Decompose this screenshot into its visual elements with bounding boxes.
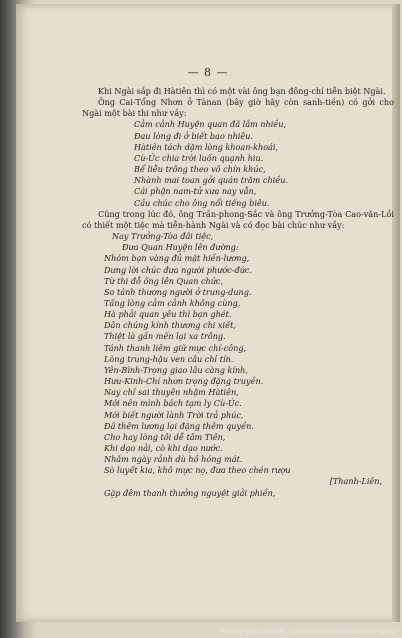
paragraph-1: Khi Ngài sắp đi Hàtiên thì có một vài ông bạn đông-chí tiễn biệt Ngài. [98, 86, 386, 96]
poem-2-line: Cho hay lòng tôi dễ tâm Tiên, [104, 431, 226, 442]
poem-1-line: Cảm cảnh Huyện quan đã lắm nhiều, [134, 119, 287, 130]
paragraph-2: Ông Cai-Tổng Nhơn ở Tànan (bây giờ hãy còn sanh-tiền) có gởi cho Ngài một bài thi như vầy: [82, 97, 394, 119]
poem-2-line: Dưng lời chúc đưa người phước-đức. [104, 264, 253, 275]
poem-2-line: Nhắm ngày rảnh dù hồ hóng mát. [104, 454, 243, 465]
source-credit: Source gallica.bnf.fr / Bibliothèque nationale de France [220, 628, 396, 636]
poem-2-line: Dân chúng kính thương chi xiết, [104, 320, 236, 331]
poem-1-line: Cầu chúc cho ông nổi tiếng biêu. [134, 197, 270, 208]
book-page [16, 4, 400, 622]
poem-2-line: Hà phải quan yêu thì bạn ghét. [104, 309, 232, 320]
poem-2-line: Khi dạo nải, cò khi dạo nước. [104, 443, 223, 453]
poem-2-line: Mới biết người lành Trời trả phúc, [104, 409, 244, 420]
poem-1-line: Nhành mai toan gởi quán trăm chiều. [134, 175, 289, 186]
poem-2-line: Yên-Bình-Trọng giao lâu càng kính, [104, 364, 248, 375]
poem-2-last-line: Gặp đêm thanh thưởng nguyệt giải phiền, [104, 487, 276, 498]
poem-1-line: Cái phận nam-tử xưa nay vẫn, [134, 186, 257, 197]
poem-1-line: Bể liễu trông theo vô chín khúc, [134, 164, 266, 175]
poem-2-line: Tấng lòng cảm cảnh không cùng, [104, 297, 241, 308]
poem-1-line: Đau lòng đi ở biết bao nhiêu. [134, 130, 253, 141]
page-text [82, 86, 394, 499]
poem-2-line: Tánh thanh liêm giữ mực chí-công, [104, 342, 247, 353]
poem-2-line: Sò luyết kia, khô mực nọ, đưa theo chén rượu [104, 465, 291, 476]
poem-2-line: Nay chỉ sai thuyên nhậm Hàtiên, [104, 387, 239, 398]
poem-2-line: Mới nên mình bách tạm ly Cù-Úc. [104, 398, 242, 409]
poem-2-line: Từ thi đỗ ông lên Quan chức, [104, 275, 224, 286]
poem-2-heading-line: Đưa Quan Huyện lên đường: [122, 242, 239, 253]
poem-1-line: Cù-Úc chia trời luốn quạnh hiu. [134, 152, 264, 163]
poem-2-continuation: [Thanh-Liên, [329, 476, 382, 487]
poem-2-line: Nhóm bạn vàng đủ mặt hiền-lương, [104, 253, 250, 264]
poem-2-heading-line: Nay Trưởng-Tòa đãi tiệc, [112, 231, 214, 242]
poem-1-line: Hàtiên tách dặm lòng khoan-khoái, [134, 141, 279, 152]
poem-2-line: Đã thêm lương lại đặng thêm quyền. [104, 420, 254, 431]
poem-2-line: So tánh thương người ở trung-dung. [104, 286, 252, 297]
page-number: — 8 — [187, 66, 229, 79]
poem-1 [82, 119, 394, 208]
poem-2-line: Thiệt là gần mến lại xa trông. [104, 331, 226, 342]
poem-2-line: Lòng trung-hậu ven câu chỉ tín. [104, 353, 234, 364]
poem-2-line: Hưu-Kinh-Chí nhơn trọng đặng truyền. [104, 376, 264, 387]
poem-2 [82, 231, 394, 499]
paragraph-3: Cũng trong lúc đó, ông Trần-phong-Sắc và ông Trưởng-Tòa Cao-văn-Lồi có thiết một tiệc mà tiễn-hành Ngài và có đọc bài chúc như vầy: [82, 208, 394, 230]
